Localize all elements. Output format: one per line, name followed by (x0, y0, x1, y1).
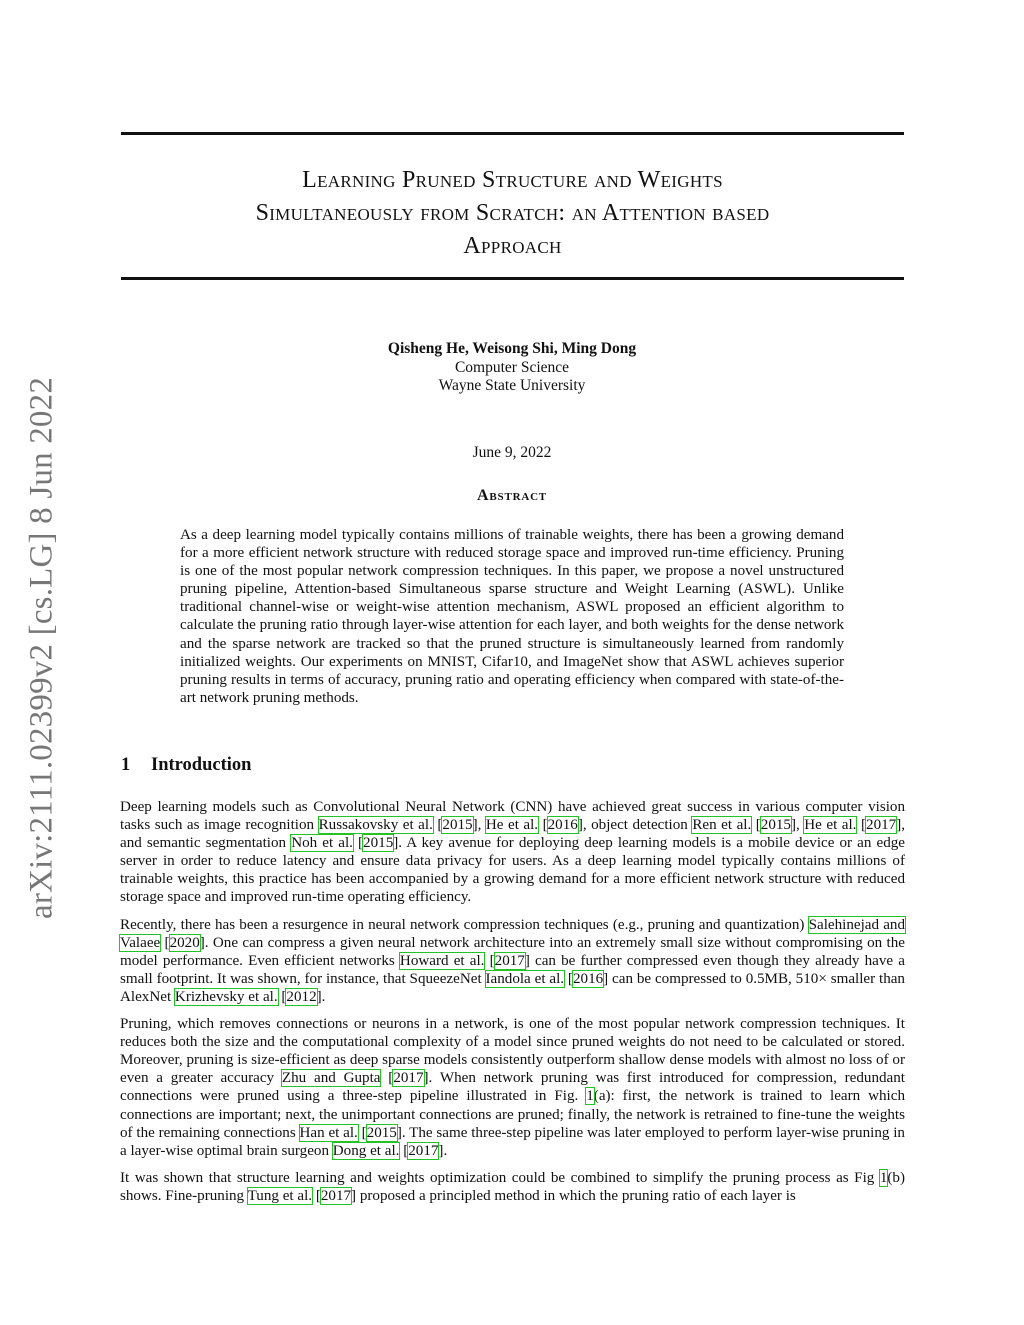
paragraph (120, 798, 905, 907)
citation-link[interactable]: 2017 (866, 817, 897, 834)
paragraph-text: [ (564, 970, 573, 987)
section-heading (121, 755, 251, 776)
citation-link[interactable]: Ren et al. (692, 817, 752, 834)
citation-link[interactable]: Salehinejad and Valaee (120, 916, 905, 951)
paragraph (120, 916, 905, 1006)
paragraph-text: ], (472, 817, 486, 834)
paragraph-text: ] can be further compressed even though they already have a small footprint. It was shown, for instance, that SqueezeNet (120, 952, 905, 987)
citation-link[interactable]: He et al. (485, 817, 539, 834)
title-top-rule (121, 132, 904, 135)
paragraph-text: ] proposed a principled method in which the pruning ratio of each layer is (351, 1187, 796, 1204)
paragraph (120, 1015, 905, 1160)
citation-link[interactable]: 2016 (572, 970, 604, 987)
citation-link[interactable]: 2015 (442, 817, 473, 834)
citation-link[interactable]: 2012 (286, 988, 317, 1005)
abstract-heading: Abstract (477, 487, 547, 504)
paragraph-text: ], object detection (577, 817, 693, 834)
citation-link[interactable]: Iandola et al. (485, 970, 565, 987)
paragraph-text: [ (399, 1142, 409, 1159)
publication-date: June 9, 2022 (472, 444, 552, 461)
title-line: Simultaneously from Scratch: an Attention based (255, 200, 770, 226)
paragraph-text: ]. One can compress a given neural network architecture into an extremely small size without compromising on the model performance. Even efficient networks (120, 934, 905, 969)
citation-link[interactable]: 2015 (366, 1124, 397, 1141)
paragraph-text: It was shown that structure learning and weights optimization could be combined to simplify the pruning process as Fig (120, 1169, 880, 1186)
affiliation-university: Wayne State University (438, 377, 586, 394)
paragraph-text: (b) shows. Fine-pruning (120, 1169, 905, 1204)
paragraph-text: [ (312, 1187, 321, 1204)
paragraph-text: ]. The same three-step pipeline was later employed to perform layer-wise pruning in a layer-wise optimal brain surgeon (120, 1124, 905, 1159)
paper-title (121, 164, 904, 263)
author-block (0, 340, 1024, 396)
paragraph-text: [ (277, 988, 287, 1005)
citation-link[interactable]: 2017 (408, 1142, 439, 1159)
citation-link[interactable]: 1 (879, 1169, 888, 1186)
paragraph-text: [ (380, 1070, 394, 1087)
arxiv-identifier: arXiv:2111.02399v2 [cs.LG] 8 Jun 2022 (23, 376, 60, 920)
title-line: Learning Pruned Structure and Weights (302, 167, 723, 193)
paragraph-text: (a): first, the network is trained to learn which connections are important; next, the unimportant connections are pruned; finally, the network is retrained to fine-tune the weights of the remaining connections (120, 1088, 905, 1141)
paragraph-text: ]. When network pruning was first introduced for compression, redundant connections were pruned using a three-step pipeline illustrated in Fig. (120, 1070, 905, 1105)
citation-link[interactable]: Dong et al. (332, 1142, 400, 1159)
paragraph-text: ]. (438, 1142, 448, 1159)
paragraph-text: [ (856, 817, 867, 834)
paragraph-text: [ (357, 1124, 367, 1141)
affiliation-department: Computer Science (454, 358, 570, 376)
citation-link[interactable]: Howard et al. (399, 952, 485, 969)
paragraph-text: ], (790, 817, 805, 834)
paragraph-text: [ (751, 817, 761, 834)
introduction-body (120, 798, 905, 1214)
paragraph-text: Pruning, which removes connections or neurons in a network, is one of the most popular network compression techniques. It reduces both the size and the computational complexity of a model since pruned weights do not need to be calculated or stored. Moreover, pruning is size-efficient as deep sparse models consistently outperform shallow dense models with almost no loss of or even a greater accuracy (120, 1016, 905, 1087)
citation-link[interactable]: Russakovsky et al. (318, 817, 433, 834)
paragraph-text: ], and semantic segmentation (120, 817, 906, 852)
title-line: Approach (463, 233, 562, 259)
citation-link[interactable]: Zhu and Gupta (281, 1070, 381, 1087)
citation-link[interactable]: 2015 (363, 835, 394, 852)
paragraph-text: ]. A key avenue for deploying deep learning models is a mobile device or an edge server in order to reduce latency and ensure data privacy for users. As a deep learning model typically contains millions of trainable weights, this practice has been accompanied by a growing demand for a more efficient network structure with reduced storage space and improved run-time operating efficiency. (120, 835, 905, 906)
paragraph-text: [ (538, 817, 548, 834)
citation-link[interactable]: 2020 (169, 934, 200, 951)
title-bottom-rule (121, 277, 904, 280)
citation-link[interactable]: 2017 (320, 1187, 352, 1204)
paragraph-text: Deep learning models such as Convolutional Neural Network (CNN) have achieved great success in various computer vision tasks such as image recognition (120, 799, 905, 834)
citation-link[interactable]: Krizhevsky et al. (174, 988, 278, 1005)
paragraph-text: [ (432, 817, 443, 834)
section-title: Introduction (151, 755, 252, 775)
citation-link[interactable]: Noh et al. (291, 835, 353, 852)
citation-link[interactable]: Han et al. (299, 1124, 358, 1141)
citation-link[interactable]: 2017 (494, 952, 525, 969)
citation-link[interactable]: 2017 (393, 1070, 424, 1087)
paragraph-text: [ (352, 835, 364, 852)
paragraph-text: [ (484, 952, 495, 969)
author-names: Qisheng He, Weisong Shi, Ming Dong (387, 340, 637, 357)
citation-link[interactable]: He et al. (804, 817, 857, 834)
paragraph (120, 1169, 905, 1205)
citation-link[interactable]: Tung et al. (247, 1187, 313, 1204)
citation-link[interactable]: 1 (586, 1088, 594, 1105)
section-number: 1 (121, 755, 131, 775)
citation-link[interactable]: 2015 (760, 817, 791, 834)
paragraph-text: ]. (316, 988, 326, 1005)
paragraph-text: ] can be compressed to 0.5MB, 510× smaller than AlexNet (120, 970, 905, 1005)
paragraph-text: [ (160, 934, 170, 951)
abstract-text: As a deep learning model typically contains millions of trainable weights, there has been a growing demand for a more efficient network structure with reduced storage space and improved run-time efficiency. Pruning is one of the most popular network compression techniques. In this paper, we propose a novel unstructured pruning pipeline, Attention-based Simultaneous sparse structure and Weight Learning (ASWL). Unlike traditional channel-wise or weight-wise attention mechanism, ASWL proposed an efficient algorithm to calculate the pruning ratio through layer-wise attention for each layer, and both weights for the dense network and the sparse network are tracked so that the pruned structure is simultaneously learned from randomly initialized weights. Our experiments on MNIST, Cifar10, and ImageNet show that ASWL achieves superior pruning results in terms of accuracy, pruning ratio and operating efficiency when compared with state-of-the-art network pruning methods. (180, 527, 844, 706)
citation-link[interactable]: 2016 (547, 817, 578, 834)
paragraph-text: Recently, there has been a resurgence in neural network compression techniques (e.g., pruning and quantization) (120, 916, 809, 933)
